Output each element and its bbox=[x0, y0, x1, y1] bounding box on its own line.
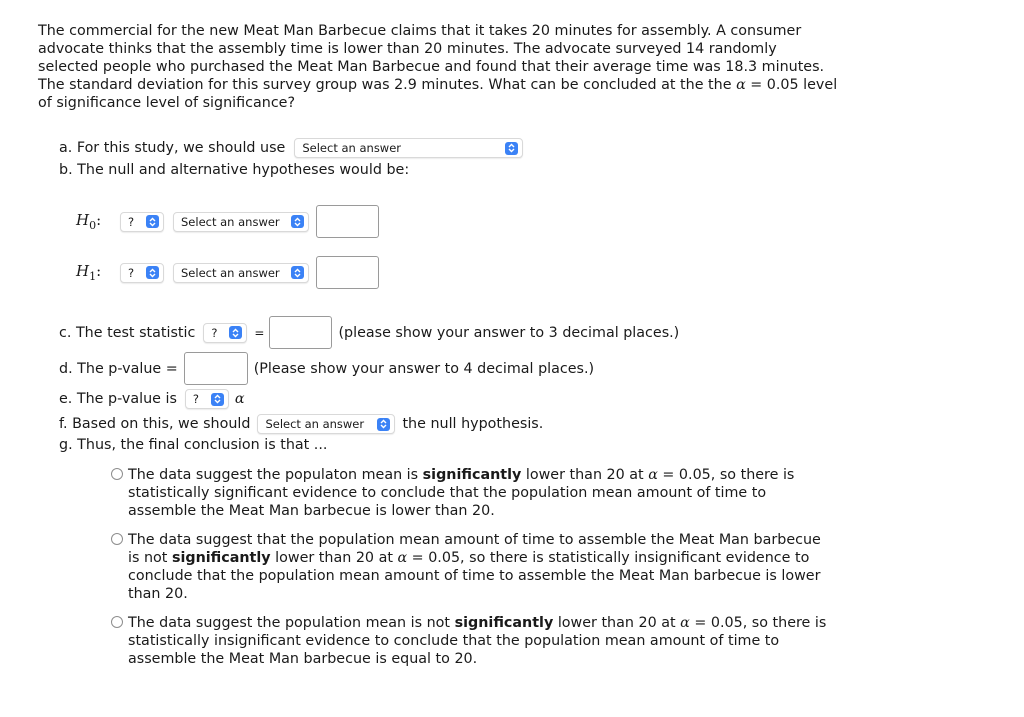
chevron-updown-icon bbox=[146, 266, 159, 279]
part-a-row bbox=[59, 138, 523, 158]
problem-text-end: = 0.05 level of significance level of significance? bbox=[38, 77, 838, 111]
part-e-alpha: α bbox=[234, 391, 245, 407]
h1-value-input[interactable] bbox=[316, 256, 379, 289]
part-b-row bbox=[59, 161, 409, 179]
part-a-label: a. For this study, we should use bbox=[59, 140, 286, 156]
option-3-text: The data suggest the population mean is not significantly lower than 20 at α = 0.05, so there is statistically insignificant evidence to conclude that the population mean amount of time to assemble the Meat Man barbecue is equal to 20. bbox=[128, 615, 827, 667]
alpha-symbol: α bbox=[736, 77, 746, 93]
null-hypothesis-label bbox=[76, 211, 120, 232]
h1-subscript: 1 bbox=[89, 270, 97, 283]
conclusion-option-3[interactable] bbox=[111, 614, 831, 668]
h0-operator-value: ? bbox=[128, 214, 135, 229]
part-c-label: c. The test statistic bbox=[59, 324, 196, 341]
h1-parameter-value: Select an answer bbox=[181, 265, 280, 280]
radio-button[interactable] bbox=[111, 616, 123, 628]
radio-button[interactable] bbox=[111, 533, 123, 545]
part-e-label: e. The p-value is bbox=[59, 391, 177, 407]
part-g-row bbox=[59, 436, 327, 454]
chevron-updown-icon bbox=[291, 266, 304, 279]
chevron-updown-icon bbox=[377, 418, 390, 431]
null-hypothesis-row bbox=[76, 205, 379, 238]
test-type-select[interactable] bbox=[294, 138, 523, 158]
chevron-updown-icon bbox=[146, 215, 159, 228]
h0-symbol: H bbox=[76, 211, 90, 229]
problem-text-start: The commercial for the new Meat Man Barbecue claims that it takes 20 minutes for assembly. A consumer advocate thinks that the assembly time is lower than 20 minutes. The advocate surveyed 14 randomly selected people who purchased the Meat Man Barbecue and found that their average time was 18.3 minutes. The standard deviation for this survey group was 2.9 minutes. What can be concluded at the the bbox=[38, 23, 825, 93]
option-2-text: The data suggest that the population mean amount of time to assemble the Meat Man barbecue is not significantly lower than 20 at α = 0.05, so there is statistically insignificant evidence to conclude that the population mean amount of time to assemble the Meat Man barbecue is lower than 20. bbox=[128, 532, 821, 602]
h1-symbol: H bbox=[76, 262, 90, 280]
part-g-label: g. Thus, the final conclusion is that ... bbox=[59, 437, 328, 453]
alternative-hypothesis-label bbox=[76, 262, 120, 283]
chevron-updown-icon bbox=[291, 215, 304, 228]
conclusion-option-1[interactable] bbox=[111, 466, 831, 520]
chevron-updown-icon bbox=[211, 393, 224, 406]
problem-statement bbox=[38, 22, 838, 112]
h0-value-input[interactable] bbox=[316, 205, 379, 238]
conclusion-option-2[interactable] bbox=[111, 531, 831, 603]
part-d-label: d. The p-value = bbox=[59, 360, 178, 377]
part-f-label: f. Based on this, we should bbox=[59, 416, 251, 432]
decision-select[interactable] bbox=[257, 414, 395, 434]
h0-colon: : bbox=[96, 211, 102, 229]
h1-operator-value: ? bbox=[128, 265, 135, 280]
h0-parameter-value: Select an answer bbox=[181, 214, 280, 229]
part-f-suffix: the null hypothesis. bbox=[402, 416, 544, 432]
option-1-text: The data suggest the populaton mean is significantly lower than 20 at α = 0.05, so there is statistically significant evidence to conclude that the population mean amount of time to assemble the Meat Man barbecue is lower than 20. bbox=[128, 467, 795, 519]
part-d-note: (Please show your answer to 4 decimal places.) bbox=[253, 360, 595, 377]
chevron-updown-icon bbox=[505, 142, 518, 155]
decision-select-value: Select an answer bbox=[265, 417, 365, 431]
test-type-select-value: Select an answer bbox=[302, 141, 402, 155]
part-f-row bbox=[59, 414, 543, 434]
test-statistic-select-value: ? bbox=[211, 325, 218, 340]
part-b-label: b. The null and alternative hypotheses would be: bbox=[59, 162, 410, 178]
part-c-row bbox=[59, 316, 679, 349]
test-statistic-input[interactable] bbox=[269, 316, 332, 349]
alternative-hypothesis-row bbox=[76, 256, 379, 289]
p-value-comparison-value: ? bbox=[192, 392, 199, 406]
chevron-updown-icon bbox=[229, 326, 242, 339]
test-statistic-select[interactable] bbox=[203, 323, 247, 343]
h1-colon: : bbox=[96, 262, 102, 280]
h0-parameter-select[interactable] bbox=[173, 212, 309, 232]
part-d-row bbox=[59, 352, 594, 385]
equals-sign: = bbox=[254, 325, 265, 340]
radio-button[interactable] bbox=[111, 468, 123, 480]
part-e-row bbox=[59, 389, 245, 409]
h1-operator-select[interactable] bbox=[120, 263, 164, 283]
p-value-comparison-select[interactable] bbox=[185, 389, 229, 409]
h0-subscript: 0 bbox=[89, 219, 97, 232]
p-value-input[interactable] bbox=[184, 352, 248, 385]
h1-parameter-select[interactable] bbox=[173, 263, 309, 283]
h0-operator-select[interactable] bbox=[120, 212, 164, 232]
part-c-note: (please show your answer to 3 decimal places.) bbox=[338, 324, 680, 341]
